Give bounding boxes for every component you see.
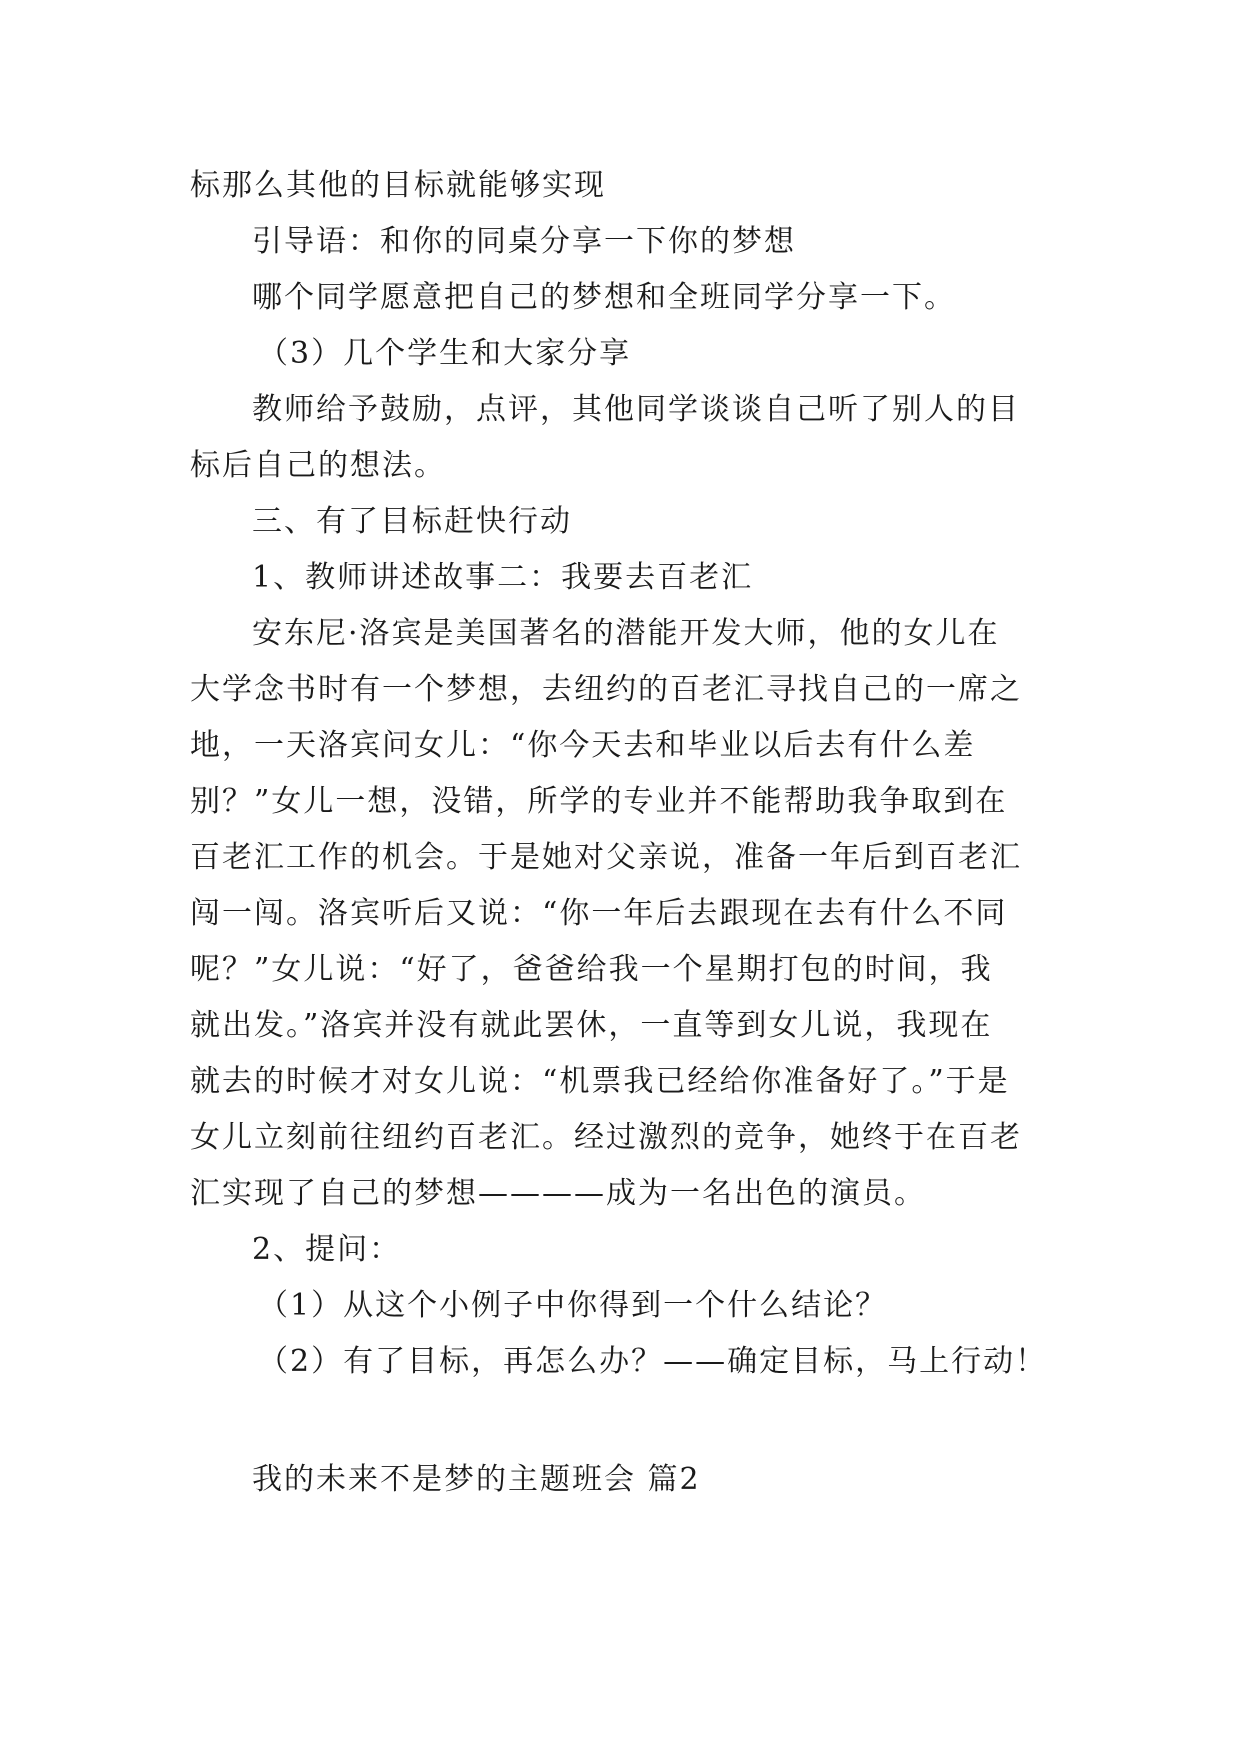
text-line: 2、提问： [252,1232,402,1267]
text-line: 地，一天洛宾问女儿：“你今天去和毕业以后去有什么差 [190,728,976,763]
text-line: 闯一闯。洛宾听后又说：“你一年后去跟现在去有什么不同 [190,896,1008,931]
text-line: （3）几个学生和大家分享 [258,336,632,371]
section-heading: 三、有了目标赶快行动 [252,504,572,539]
text-line: 女儿立刻前往纽约百老汇。经过激烈的竞争，她终于在百老 [190,1120,1022,1155]
text-line: 大学念书时有一个梦想，去纽约的百老汇寻找自己的一席之 [190,672,1022,707]
section-title: 我的未来不是梦的主题班会 篇2 [252,1462,701,1497]
text-line: （2）有了目标，再怎么办？——确定目标，马上行动！ [258,1344,1048,1379]
text-line: 就出发。”洛宾并没有就此罢休，一直等到女儿说，我现在 [190,1008,993,1043]
text-line: 1、教师讲述故事二：我要去百老汇 [252,560,754,595]
text-line: 汇实现了自己的梦想————成为一名出色的演员。 [190,1176,926,1211]
text-line: 百老汇工作的机会。于是她对父亲说，准备一年后到百老汇 [190,840,1022,875]
text-line: 安东尼·洛宾是美国著名的潜能开发大师，他的女儿在 [252,616,1000,651]
text-line: 就去的时候才对女儿说：“机票我已经给你准备好了。”于是 [190,1064,1010,1099]
text-line: （1）从这个小例子中你得到一个什么结论？ [258,1288,888,1323]
text-line: 哪个同学愿意把自己的梦想和全班同学分享一下。 [252,280,956,315]
text-line: 标那么其他的目标就能够实现 [190,168,606,203]
text-line: 标后自己的想法。 [190,448,446,483]
text-line: 别？”女儿一想，没错，所学的专业并不能帮助我争取到在 [190,784,1008,819]
text-line: 引导语：和你的同桌分享一下你的梦想 [252,224,796,259]
text-line: 呢？”女儿说：“好了，爸爸给我一个星期打包的时间，我 [190,952,993,987]
text-line: 教师给予鼓励，点评，其他同学谈谈自己听了别人的目 [252,392,1020,427]
